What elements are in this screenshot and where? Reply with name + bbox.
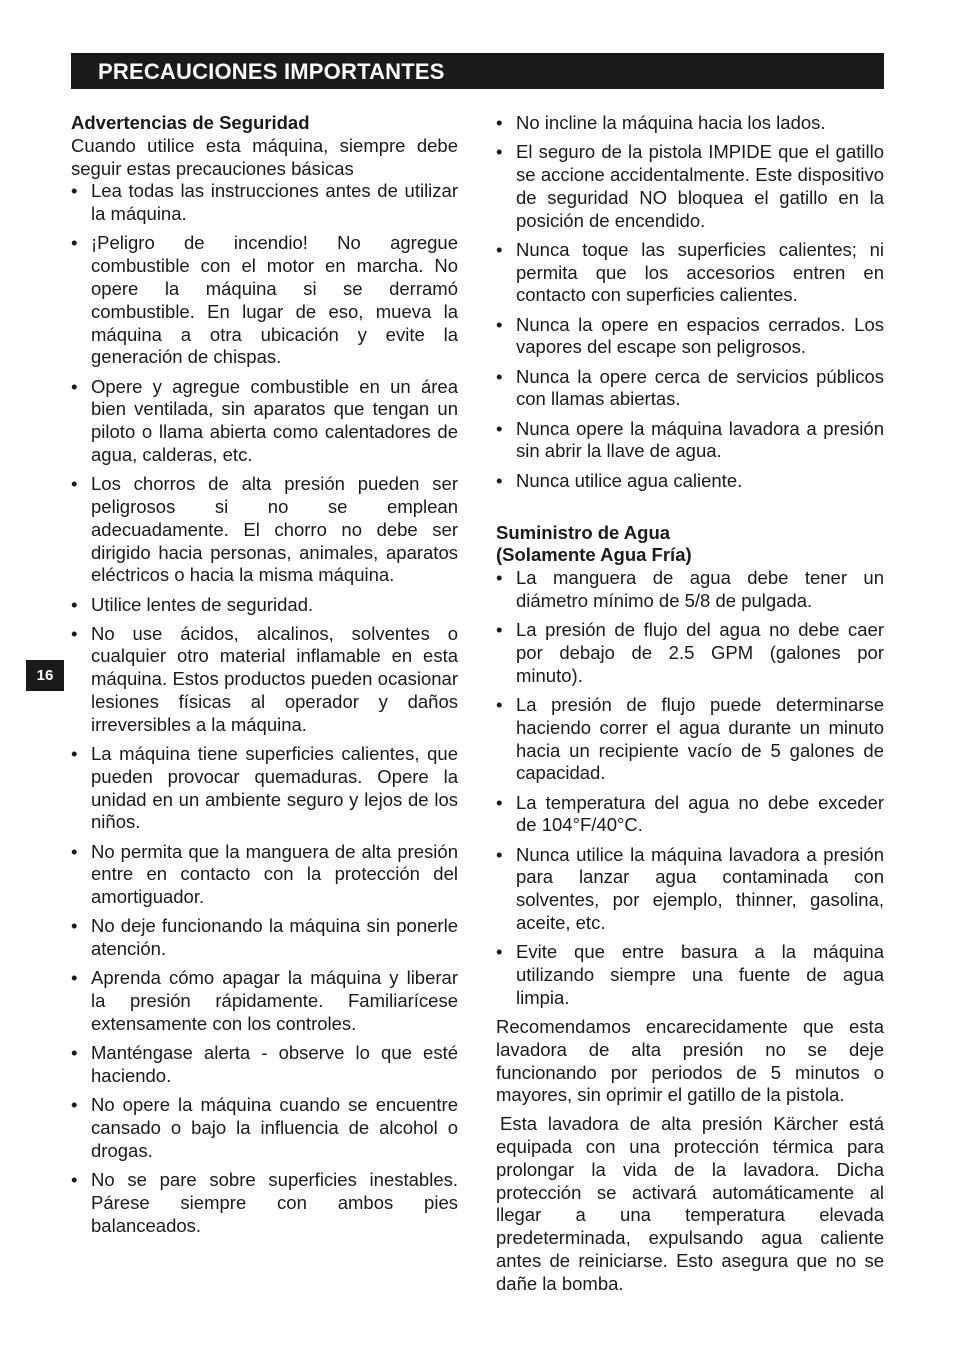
bullet-icon: • [71, 840, 78, 862]
left-column [71, 112, 458, 1244]
safety-list-continued [496, 112, 884, 492]
safety-list-item [71, 841, 458, 909]
safety-list-item [496, 366, 884, 412]
thermal-protection-paragraph: Esta lavadora de alta presión Kärcher está equipada con una protección térmica para prolongar la vida de la lavadora. Dicha protección se activará automáticamente al llegar a una temperatura elevada predeterminada, expulsando agua caliente antes de reiniciarse. Esto asegura que no se dañe la bomba. [496, 1113, 884, 1294]
safety-list-item [71, 915, 458, 961]
safety-list-item-text: Lea todas las instrucciones antes de utilizar la máquina. [91, 180, 458, 225]
bullet-icon: • [71, 1042, 78, 1064]
bullet-icon: • [71, 622, 78, 644]
bullet-icon: • [71, 375, 78, 397]
safety-list-item-text: No incline la máquina hacia los lados. [516, 112, 826, 133]
bullet-icon: • [71, 593, 78, 615]
bullet-icon: • [496, 843, 503, 865]
bullet-icon: • [496, 365, 503, 387]
safety-warnings-heading: Advertencias de Seguridad [71, 112, 310, 133]
safety-list-item [496, 314, 884, 360]
safety-list-item [496, 112, 884, 135]
safety-list-item [71, 967, 458, 1035]
bullet-icon: • [496, 567, 503, 589]
water-supply-heading-line1: Suministro de Agua [496, 521, 671, 543]
safety-list-item-text: Nunca utilice agua caliente. [516, 469, 743, 491]
safety-list-item-text: Aprenda cómo apagar la máquina y liberar la presión rápidamente. Familiarícese extensamente con los controles. [91, 967, 458, 1034]
safety-list-item-text: Los chorros de alta presión pueden ser peligrosos si no se emplean adecuadamente. El chorro no debe ser dirigido hacia personas, animales, aparatos eléctricos o hacia la misma máquina. [91, 473, 458, 586]
page-number-tab: 16 [26, 660, 64, 691]
safety-list-item-text: La máquina tiene superficies calientes, que pueden provocar quemaduras. Opere la unidad en un ambiente seguro y lejos de los niños. [91, 743, 458, 833]
water-supply-list-item [496, 844, 884, 935]
water-supply-list-item [496, 694, 884, 785]
bullet-icon: • [71, 743, 78, 765]
water-supply-list-item-text: Nunca utilice la máquina lavadora a presión para lanzar agua contaminada con solventes, por ejemplo, thinner, gasolina, aceite, etc. [516, 843, 884, 933]
safety-list-item [71, 623, 458, 737]
bullet-icon: • [71, 1094, 78, 1116]
bullet-icon: • [71, 473, 78, 495]
bullet-icon: • [496, 941, 503, 963]
bullet-icon: • [71, 967, 78, 989]
water-supply-list-item-text: Evite que entre basura a la máquina utilizando siempre una fuente de agua limpia. [516, 941, 884, 1008]
water-supply-list [496, 567, 884, 1009]
bullet-icon: • [496, 112, 503, 133]
safety-list-item-text: No permita que la manguera de alta presión entre en contacto con la protección del amortiguador. [91, 840, 458, 908]
safety-list-item-text: Utilice lentes de seguridad. [91, 593, 314, 615]
bullet-icon: • [496, 791, 503, 813]
safety-list-item [496, 418, 884, 464]
safety-list-item [71, 1042, 458, 1088]
safety-list-item-text: Nunca la opere en espacios cerrados. Los vapores del escape son peligrosos. [516, 313, 884, 358]
water-supply-list-item-text: La presión de flujo puede determinarse haciendo correr el agua durante un minuto hacia un recipiente vacío de 5 galones de capacidad. [516, 694, 884, 784]
safety-list-item [496, 239, 884, 307]
water-supply-list-item [496, 567, 884, 613]
safety-list-item-text: No deje funcionando la máquina sin ponerle atención. [91, 915, 458, 960]
bullet-icon: • [71, 180, 78, 202]
bullet-icon: • [496, 694, 503, 716]
right-column [496, 112, 884, 1296]
header-bar [71, 53, 884, 89]
safety-list-item-text: No se pare sobre superficies inestables. Párese siempre con ambos pies balanceados. [91, 1168, 458, 1236]
safety-list-item [71, 1094, 458, 1162]
bullet-icon: • [71, 1168, 78, 1190]
bullet-icon: • [496, 238, 503, 260]
safety-list-item-text: No use ácidos, alcalinos, solventes o cualquier otro material inflamable en esta máquina. Estos productos pueden ocasionar lesiones físicas al operador y daños irreversibles a la máquina. [91, 622, 458, 735]
recommendation-paragraph: Recomendamos encarecidamente que esta lavadora de alta presión no se deje funcionando por periodos de 5 minutos o mayores, sin oprimir el gatillo de la pistola. [496, 1015, 884, 1106]
bullet-icon: • [71, 915, 78, 937]
safety-list-item-text: Nunca toque las superficies calientes; ni permita que los accesorios entren en contacto con superficies calientes. [516, 238, 884, 306]
safety-list-item-text: Nunca la opere cerca de servicios públicos con llamas abiertas. [516, 365, 884, 410]
safety-list [71, 180, 458, 1237]
bullet-icon: • [496, 417, 503, 439]
safety-list-item-text: El seguro de la pistola IMPIDE que el gatillo se accione accidentalmente. Este dispositivo de seguridad NO bloquea el gatillo en la posición de encendido. [516, 141, 884, 231]
safety-list-item [71, 594, 458, 617]
safety-list-item [496, 141, 884, 232]
water-supply-list-item-text: La temperatura del agua no debe exceder de 104°F/40°C. [516, 791, 884, 836]
safety-list-item-text: No opere la máquina cuando se encuentre cansado o bajo la influencia de alcohol o drogas. [91, 1094, 458, 1161]
water-supply-list-item-text: La presión de flujo del agua no debe caer por debajo de 2.5 GPM (galones por minuto). [516, 619, 884, 686]
bullet-icon: • [71, 232, 78, 254]
safety-list-item [71, 376, 458, 467]
water-supply-heading [496, 522, 884, 568]
bullet-icon: • [496, 469, 503, 491]
page-title: PRECAUCIONES IMPORTANTES [98, 59, 445, 84]
water-supply-list-item [496, 941, 884, 1009]
safety-list-item [71, 180, 458, 226]
bullet-icon: • [496, 619, 503, 641]
safety-list-item-text: Nunca opere la máquina lavadora a presión sin abrir la llave de agua. [516, 417, 884, 462]
safety-list-item-text: Opere y agregue combustible en un área bien ventilada, sin aparatos que tengan un piloto o llama abierta como calentadores de agua, calderas, etc. [91, 375, 458, 465]
water-supply-list-item [496, 792, 884, 838]
safety-list-item [496, 470, 884, 493]
safety-list-item [71, 1169, 458, 1237]
safety-list-item-text: Manténgase alerta - observe lo que esté haciendo. [91, 1042, 458, 1086]
safety-list-item [71, 232, 458, 369]
water-supply-heading-line2: (Solamente Agua Fría) [496, 544, 692, 566]
water-supply-list-item-text: La manguera de agua debe tener un diámetro mínimo de 5/8 de pulgada. [516, 567, 884, 612]
water-supply-list-item [496, 619, 884, 687]
safety-list-item [71, 743, 458, 834]
bullet-icon: • [496, 313, 503, 335]
bullet-icon: • [496, 141, 503, 163]
safety-list-item [71, 473, 458, 587]
safety-list-item-text: ¡Peligro de incendio! No agregue combustible con el motor en marcha. No opere la máquina si se derramó combustible. En lugar de eso, mueva la máquina a otra ubicación y evite la generación de chispas. [91, 232, 458, 368]
safety-intro: Cuando utilice esta máquina, siempre debe seguir estas precauciones básicas [71, 134, 458, 179]
